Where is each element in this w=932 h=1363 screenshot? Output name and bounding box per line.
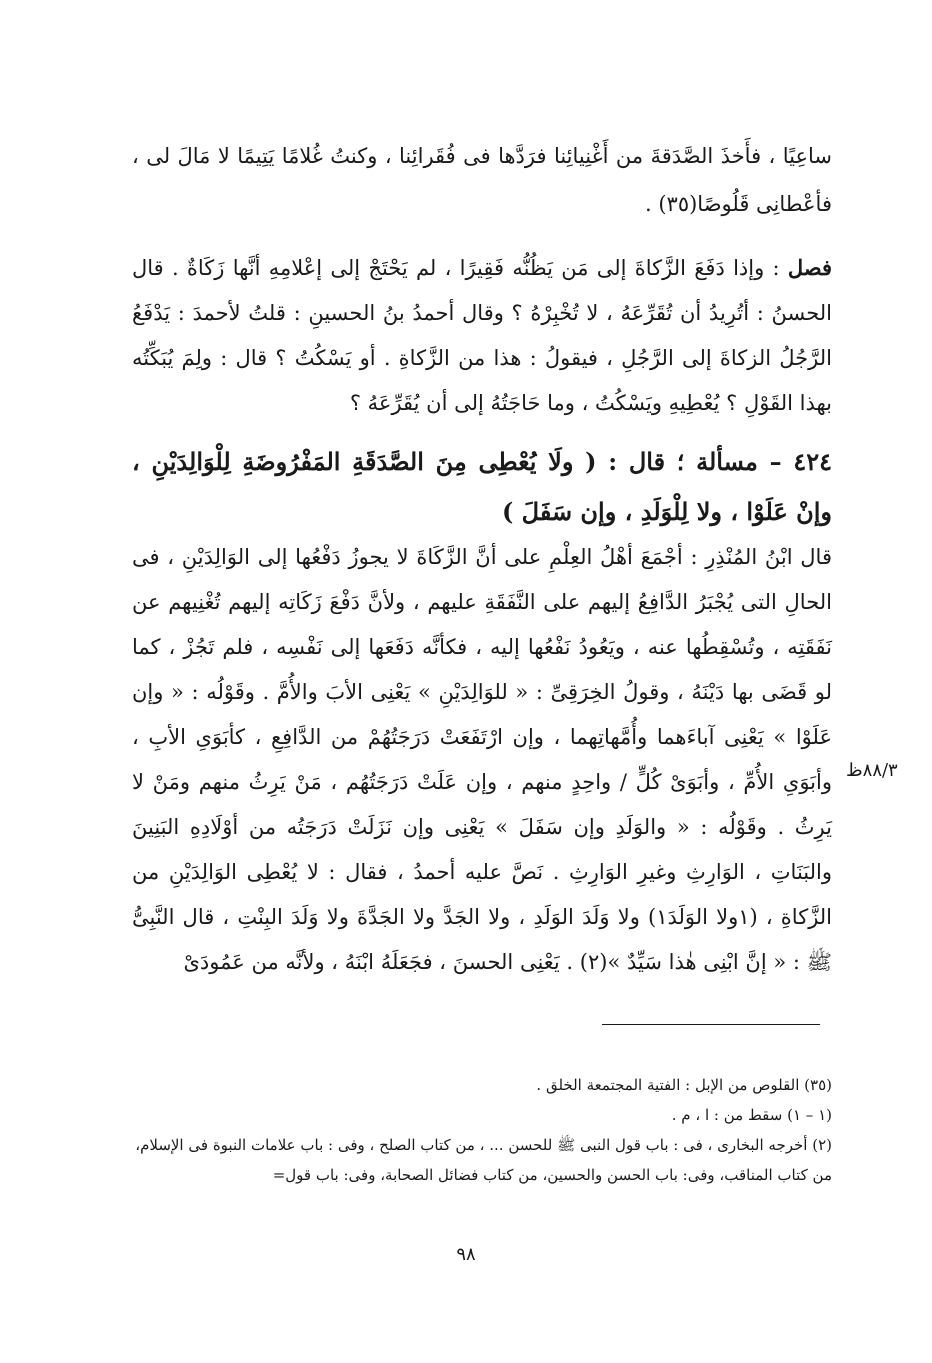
footnote: (٣٥) القلوص من الإبل : الفتية المجتمعة الخلق . [536,1076,832,1094]
fasl-text: : وإذا دَفَعَ الزَّكاةَ إلى مَن يَظُنُّه فَقِيرًا ، لم يَحْتَجْ إلى إعْلامِهِ أنَّها زَكَاةٌ . قال الحسنُ : أتُرِيدُ أن تُقَرِّعَهُ ، لا تُخْبِرْهُ ؟ وقال أحمدُ بنُ الحسينِ : قلتُ لأحمدَ : يَدْفَعُ الرَّجُلُ الزكاةَ إلى الرَّجُلِ ، فيقولُ : هذا من الزَّكاةِ . أو يَسْكُتُ ؟ قال : ولِمَ يُبَكِّتُه بهذا القَوْلِ ؟ يُعْطِيهِ ويَسْكُتُ ، وما حَاجَتُهُ إلى أن يُقَرِّعَهُ ؟ [132,256,832,415]
footnote: (١ – ١) سقط من : ا ، م . [671,1106,832,1124]
footnotes [132,1070,832,1190]
masala-number: ٤٢٤ [793,447,833,476]
footnote-divider [602,1024,820,1025]
paragraph-commentary: قال ابْنُ المُنْذِرِ : أجْمَعَ أهْلُ العِلْمِ على أنَّ الزَّكَاةَ لا يجوزُ دَفْعُها إلى الوَالِدَيْنِ ، فى الحالِ التى يُجْبَرُ الدَّافِعُ إليهم على النَّفَقَةِ عليهم ، ولأنَّ دَفْعَ زَكَاتِه إليهم تُغْنِيهم عن نَفَقَتِه ، وتُسْقِطُها عنه ، ويَعُودُ نَفْعُها إليه ، فكأنَّه دَفَعَها إلى نَفْسِه ، فلم تَجُزْ ، كما لو قَضَى بها دَيْنَهُ ، وقولُ الخِرَقِىِّ : « للوَالِدَيْنِ » يَعْنِى الأبَ والأُمَّ . وقَوْلُه : « وإن عَلَوْا » يَعْنِى آباءَهما وأُمَّهاتِهما ، وإن ارْتَفَعَتْ دَرَجَتُهُمْ من الدَّافِعِ ، كأبَوَىِ الأبِ ، وأبَوَىِ الأُمِّ ، وأبَوَىْ كُلٍّ / واحِدٍ منهم ، وإن عَلَتْ دَرَجَتُهُم ، مَنْ يَرِثُ منهم ومَنْ لا يَرِثُ . وقَوْلُه : « والوَلَدِ وإن سَفَلَ » يَعْنِى وإن نَزَلَتْ دَرَجَتُه من أوْلَادِهِ البَنِينَ والبَنَاتِ ، الوَارِثِ وغيرِ الوَارِثِ . نَصَّ عليه أحمدُ ، فقال : لا يُعْطِى الوَالِدَيْنِ من الزَّكاةِ ، (١ولا الوَلَدَ١) ولا وَلَدَ الوَلَدِ ، ولا الجَدَّ ولا الجَدَّةَ ولا وَلَدَ البِنْتِ ، قال النَّبِىُّ ﷺ : « إنَّ ابْنِى هٰذا سَيِّدٌ »(٢) . يَعْنِى الحسنَ ، فجَعَلَهُ ابْنَهُ ، ولأنَّه من عَمُودَىْ [132,545,833,974]
masala-heading [132,437,832,537]
footnote: (٢) أخرجه البخارى ، فى : باب قول النبى ﷺ للحسن ... ، من كتاب الصلح ، وفى : باب علامات النبوة فى الإسلام، من كتاب المناقب، وفى: باب الحسن والحسين، من كتاب فضائل الصحابة، وفى: باب قول= [135,1136,832,1184]
fasl-label: فصل [787,255,832,280]
paragraph-continuation: ساعِيًا ، فأَخذَ الصَّدَقةَ من أَغْنِيائِنا فرَدَّها فى فُقَرائِنا ، وكنتُ غُلامًا يَتِيمًا لا مَالَ لى ، فأعْطانِى قَلُوصًا(٣٥) . [132,144,832,216]
masala-text: – مسألة ؛ قال : ( ولَا يُعْطِى مِنَ الصَّدَقَةِ المَفْرُوضَةِ لِلْوَالِدَيْنِ ، وإنْ عَلَوْا ، ولا لِلْوَلَدِ ، وإن سَفَلَ ) [132,447,832,526]
page-number: ٩٨ [456,1244,476,1265]
manuscript-margin-note: ٨٨/٣ظ [846,760,898,781]
paragraph-fasl [132,245,832,426]
